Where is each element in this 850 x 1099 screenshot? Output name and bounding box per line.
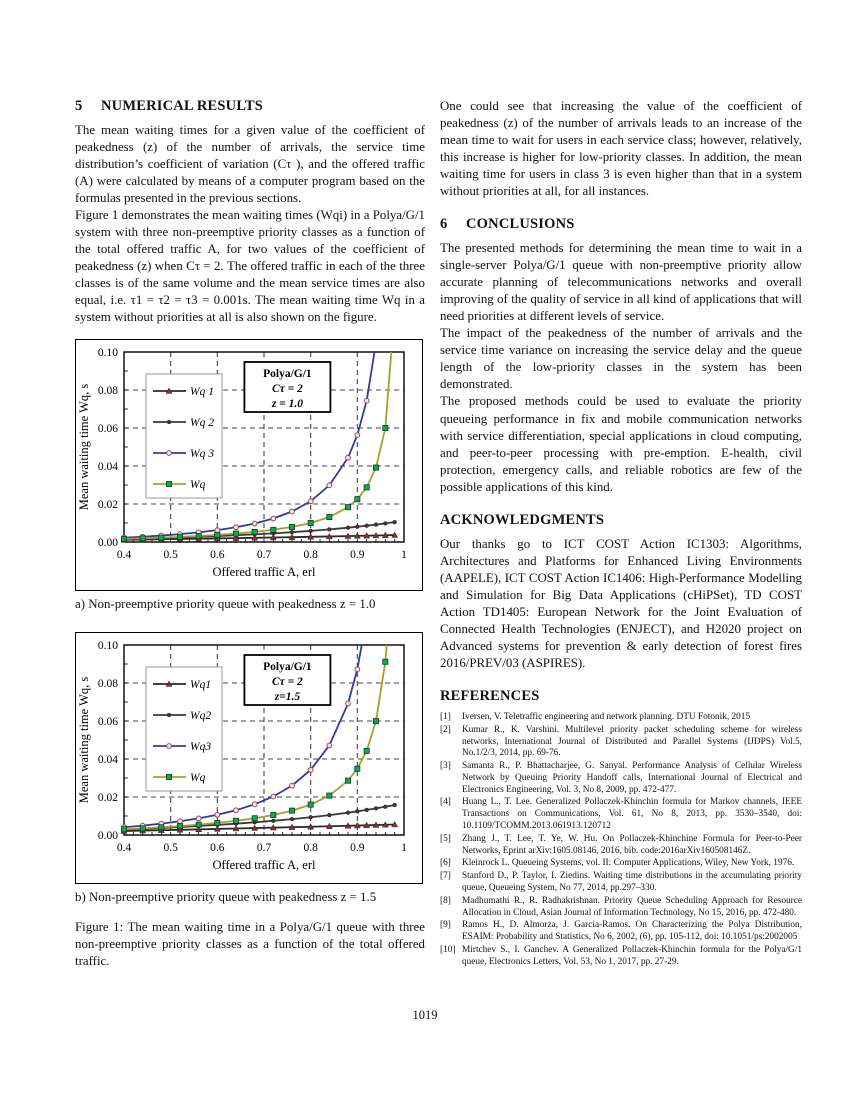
svg-text:0.10: 0.10 xyxy=(97,640,118,653)
reference-item xyxy=(440,920,802,944)
svg-text:Wq 3: Wq 3 xyxy=(190,448,214,461)
section-title: REFERENCES xyxy=(440,687,540,704)
section-heading-references xyxy=(440,688,802,705)
reference-number: [4] xyxy=(440,797,451,808)
svg-text:0.6: 0.6 xyxy=(210,549,225,562)
svg-text:z=1.5: z=1.5 xyxy=(274,691,301,704)
svg-text:Offered traffic A, erl: Offered traffic A, erl xyxy=(212,858,316,873)
reference-item xyxy=(440,712,802,724)
left-column xyxy=(75,98,425,970)
svg-text:0.04: 0.04 xyxy=(97,461,118,474)
figure-1a-caption: a) Non-preemptive priority queue with peakedness z = 1.0 xyxy=(75,597,376,612)
reference-text: Ramos H., D. Almorza, J. Garcia-Ramos. On Characterizing the Polya Distribution, ESAIM: Probability and Statistics, No 6, 2002, (6), pp. 105-112, doi: 10.1051/ps:2002005 xyxy=(462,920,802,943)
reference-item xyxy=(440,761,802,796)
paragraph: Our thanks go to ICT COST Action IC1303: Algorithms, Architectures and Platforms for Enhanced Living Environments (AAPELE), ICT COST Action IC1406: High-Performance Modelling and Simulation for Big Data Applications (cHiPSet), TD COST Action TD1405: European Network for the Joint Evaluation of Connected Health Technologies (ENJECT), and H2020 project on Advanced systems for prevention & early detection of forest fires 2016/PREV/03 (ASPIRES). xyxy=(440,536,802,670)
reference-number: [5] xyxy=(440,833,451,844)
reference-text: Kleinrock L. Queueing Systems, vol. II: Computer Applications, Wiley, New York, 1976. xyxy=(462,858,795,869)
svg-text:Mean waiting time Wq, s: Mean waiting time Wq, s xyxy=(77,677,91,804)
reference-number: [2] xyxy=(440,724,451,735)
svg-text:0.9: 0.9 xyxy=(350,842,365,855)
section-number: 5 xyxy=(75,98,83,114)
svg-text:Mean waiting time Wq, s: Mean waiting time Wq, s xyxy=(77,384,91,511)
paragraph: One could see that increasing the value of the coefficient of peakedness (z) of the number of arrivals leads to an increase of the mean time to wait for users in each service class; however, relatively, this increase is higher for low-priority classes. In addition, the mean waiting time for users in class 3 is even higher than that in a system without priorities at all, for all instances. xyxy=(440,99,802,199)
reference-number: [7] xyxy=(440,871,451,882)
reference-item xyxy=(440,797,802,832)
figure-1b-chart xyxy=(75,632,423,884)
svg-text:0.7: 0.7 xyxy=(256,842,272,855)
svg-text:0.06: 0.06 xyxy=(97,716,118,729)
svg-text:Offered traffic A, erl: Offered traffic A, erl xyxy=(212,565,316,580)
paragraph: The presented methods for determining the mean time to wait in a single-server Polya/G/1 queue with non-preemptive priority allow accurate planning of telecommunications networks and overall improving of the quality of service in all kind of applications that will need priorities at different levels of service. xyxy=(440,241,802,324)
svg-text:0.02: 0.02 xyxy=(97,792,118,805)
reference-number: [1] xyxy=(440,711,451,722)
reference-number: [8] xyxy=(440,895,451,906)
reference-number: [10] xyxy=(440,945,456,956)
svg-text:0.10: 0.10 xyxy=(97,347,118,360)
chart-a-svg xyxy=(76,340,420,588)
svg-text:0.02: 0.02 xyxy=(97,499,118,512)
reference-text: Samanta R., P. Bhattacharjee, G. Sanyal. Performance Analysis of Cellular Wireless Network by Queuing Priority Handoff calls, International Journal of Electrical and Electronics Engineering, Vol. 3, No 8, 2009, pp. 472-477. xyxy=(462,761,802,795)
svg-text:0.4: 0.4 xyxy=(116,842,132,855)
svg-text:Polya/G/1: Polya/G/1 xyxy=(263,661,312,674)
section-number: 6 xyxy=(440,216,448,233)
figure-1b-caption: b) Non-preemptive priority queue with peakedness z = 1.5 xyxy=(75,890,377,905)
svg-text:Polya/G/1: Polya/G/1 xyxy=(263,368,312,381)
reference-item xyxy=(440,945,802,969)
svg-text:Wq: Wq xyxy=(190,479,206,492)
svg-text:Wq1: Wq1 xyxy=(190,679,212,692)
svg-text:0.8: 0.8 xyxy=(303,842,318,855)
section-heading-acknowledgments xyxy=(440,512,802,529)
svg-text:0.8: 0.8 xyxy=(303,549,318,562)
svg-text:0.5: 0.5 xyxy=(163,549,178,562)
svg-text:Wq2: Wq2 xyxy=(190,710,212,723)
svg-text:0.08: 0.08 xyxy=(97,385,118,398)
reference-number: [6] xyxy=(440,858,451,869)
paragraph: The mean waiting times for a given value of the coefficient of peakedness (z) of the number of arrivals, the service time distribution’s coefficient of variation (Cτ ), and the offered traffic (A) were calculated by means of a computer program based on the formulas presented in the previous sections. xyxy=(75,123,425,206)
svg-text:Wq 1: Wq 1 xyxy=(190,386,214,399)
reference-text: Mirtchev S., I. Ganchev. A Generalized Pollaczek-Khinchin formula for the Polya/G/1 queue, Electronics Letters, Vol. 53, No 1, 2017, pp. 27-29. xyxy=(462,945,802,967)
page-number: 1019 xyxy=(412,1008,438,1022)
svg-text:0.00: 0.00 xyxy=(97,830,118,843)
right-column xyxy=(440,98,802,970)
reference-item xyxy=(440,858,802,870)
figure-1a-chart xyxy=(75,339,423,591)
svg-text:z = 1.0: z = 1.0 xyxy=(271,398,303,411)
reference-text: Madhumathi R., R. Radhakrishnan. Priority Queue Scheduling Approach for Resource Allocation in Cloud, Asian Journal of Information Technology, No 15, 2016, pp. 472-480. xyxy=(462,895,802,918)
section-title: CONCLUSIONS xyxy=(466,216,575,233)
svg-text:0.7: 0.7 xyxy=(256,549,272,562)
svg-text:0.08: 0.08 xyxy=(97,678,118,691)
reference-item xyxy=(440,896,802,920)
references-list xyxy=(440,712,802,969)
section-title: NUMERICAL RESULTS xyxy=(101,98,264,114)
svg-text:0.04: 0.04 xyxy=(97,754,118,767)
figure-1-main-caption: Figure 1: The mean waiting time in a Polya/G/1 queue with three non-preemptive priority classes as a function of the total offered traffic. xyxy=(75,920,425,969)
reference-number: [3] xyxy=(440,761,451,772)
section-title: ACKNOWLEDGMENTS xyxy=(440,511,605,528)
svg-text:0.00: 0.00 xyxy=(97,537,118,550)
reference-item xyxy=(440,871,802,895)
section-heading-conclusions xyxy=(440,216,802,233)
svg-text:0.9: 0.9 xyxy=(350,549,365,562)
paragraph: The impact of the peakedness of the number of arrivals and the service time variance on increasing the service delay and the queue length of the low-priority classes in the system has been demonstrated. xyxy=(440,326,802,392)
reference-number: [9] xyxy=(440,920,451,931)
reference-text: Huang L., T. Lee. Generalized Pollaczek-Khinchin formula for Markov channels, IEEE Transactions on Communications, Vol. 61, No 8, 2013, pp. 3530–3540, doi: 10.1109/TCOMM.2013.061913.120712 xyxy=(462,797,802,832)
reference-item xyxy=(440,834,802,858)
reference-text: Zhang J., T. Lee, T. Ye, W. Hu. On Pollaczek-Khinchine Formula for Peer-to-Peer Networks, Eprint arXiv:1605.08146, 2016, bib. code:2016arXiv160508146Z. xyxy=(462,833,802,856)
chart-b-svg xyxy=(76,633,420,881)
svg-text:0.06: 0.06 xyxy=(97,423,118,436)
svg-text:Cτ = 2: Cτ = 2 xyxy=(271,383,303,396)
svg-text:Cτ = 2: Cτ = 2 xyxy=(271,676,303,689)
paragraph: Figure 1 demonstrates the mean waiting times (Wqi) in a Polya/G/1 system with three non-preemptive priority classes as a function of the total offered traffic A, for two values of the coefficient of peakedness (z) when Cτ = 2. The offered traffic in each of the three classes is of the same volume and the mean service times are also equal, i.e. τ1 = τ2 = τ3 = 0.001s. The mean waiting time Wq in a system without priorities at all is also shown on the figure. xyxy=(75,208,425,325)
svg-text:Wq3: Wq3 xyxy=(190,741,212,754)
svg-text:0.5: 0.5 xyxy=(163,842,178,855)
reference-text: Iversen, V. Teletraffic engineering and network planning. DTU Fotonik, 2015 xyxy=(462,711,751,722)
paragraph: The proposed methods could be used to evaluate the priority queueing performance in fix and mobile communication networks with service differentiation, special applications in cloud computing, and peer-to-peer processing with pre-emption. E-health, civil protection, emergency calls, and reliable robotics are few of the possible applications of this kind. xyxy=(440,394,802,494)
reference-text: Stanford D., P. Taylor, I. Ziedins. Waiting time distributions in the accumulating priority queue, Queueing System, No 77, 2014, pp.297–330. xyxy=(462,871,802,894)
svg-text:0.6: 0.6 xyxy=(210,842,225,855)
svg-text:1: 1 xyxy=(401,549,407,562)
svg-text:1: 1 xyxy=(401,842,407,855)
svg-text:Wq 2: Wq 2 xyxy=(190,417,214,430)
svg-text:0.4: 0.4 xyxy=(116,549,132,562)
reference-item xyxy=(440,725,802,760)
svg-text:Wq: Wq xyxy=(190,772,206,785)
section-heading-numerical-results xyxy=(75,98,425,115)
reference-text: Kumar R., K. Varshini. Multilevel priority packet scheduling scheme for wireless networks, International Journal of Distributed and Parallel Systems (IJDPS) Vol.5, No.1/2/3, 2014, pp. 69-76. xyxy=(462,724,802,759)
